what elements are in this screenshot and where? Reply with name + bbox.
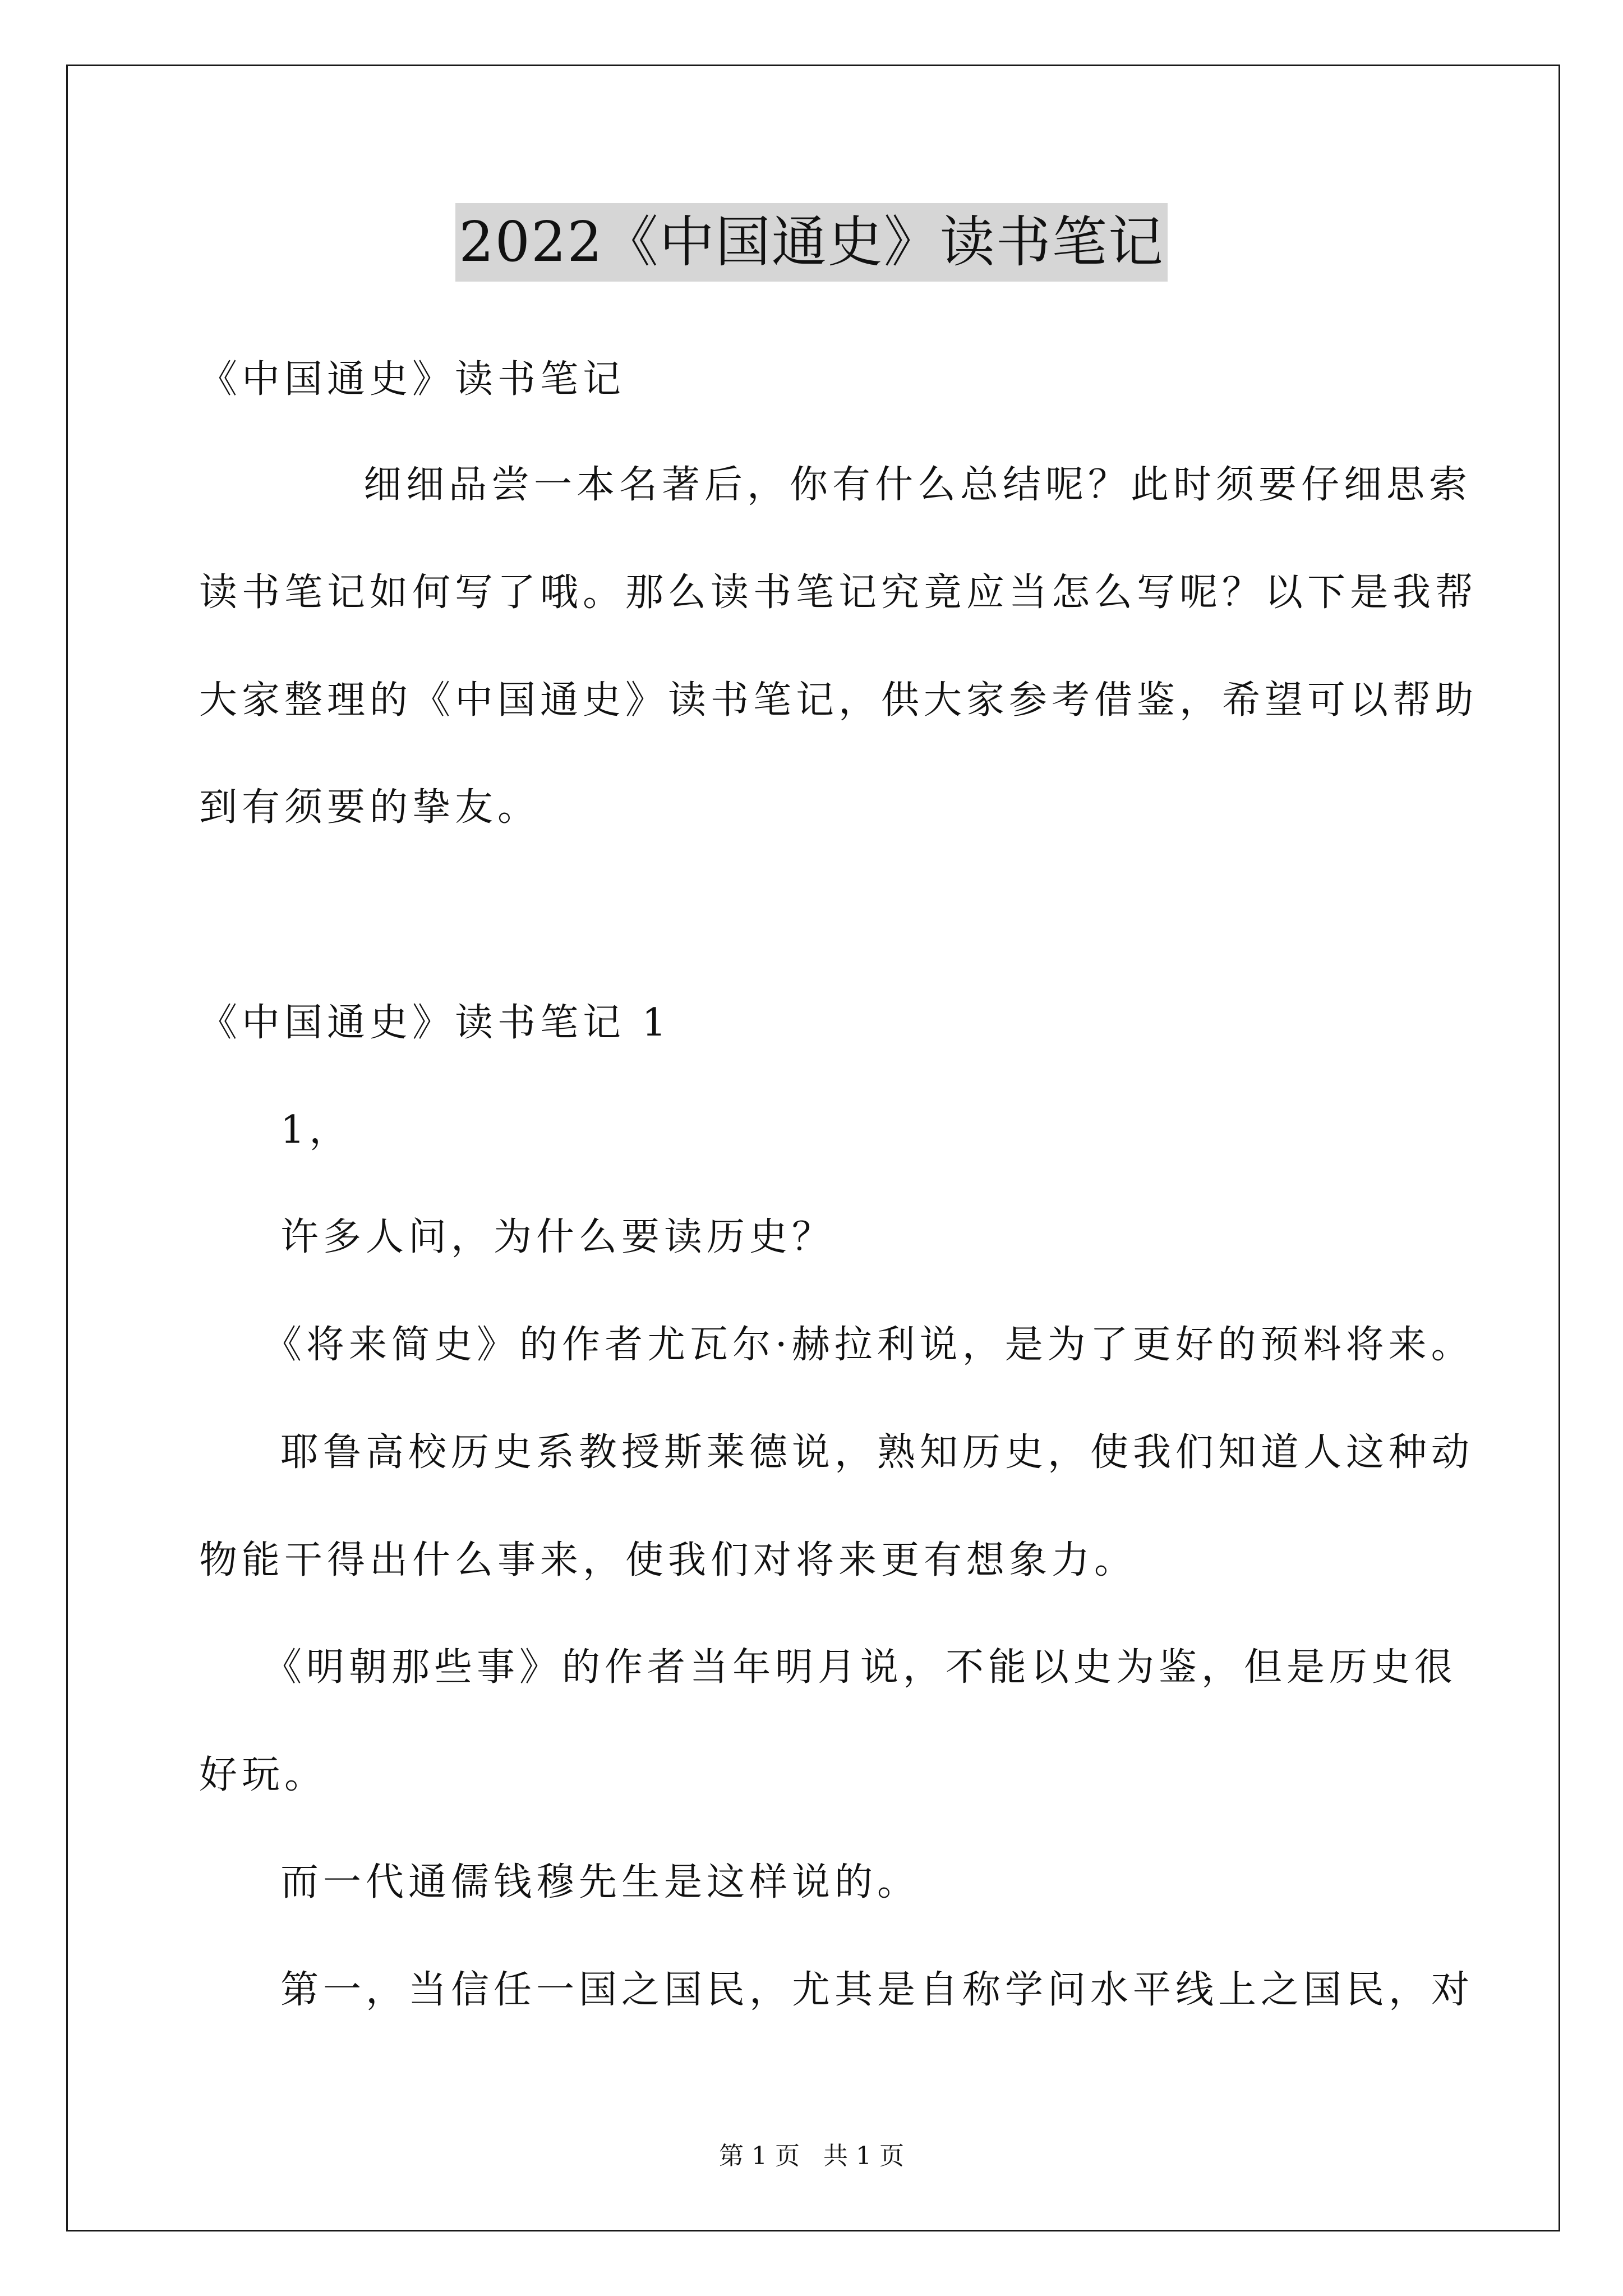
intro-line: 大家整理的《中国通史》读书笔记，供大家参考借鉴，希望可以帮助 [199, 678, 1478, 723]
body-line: 物能干得出什么事来，使我们对将来更有想象力。 [199, 1538, 1137, 1582]
body-line: 许多人问，为什么要读历史？ [280, 1215, 835, 1259]
section-heading: 《中国通史》读书笔记 1 [199, 1001, 671, 1045]
intro-line: 细细品尝一本名著后，你有什么总结呢？此时须要仔细思索 [363, 463, 1472, 507]
body-line: 《明朝那些事》的作者当年明月说，不能以史为鉴，但是历史很 [264, 1645, 1458, 1690]
page-footer: 第 1 页 共 1 页 [719, 2142, 904, 2170]
body-line: 1， [280, 1108, 352, 1152]
body-line: 第一，当信任一国之国民，尤其是自称学问水平线上之国民，对 [280, 1968, 1474, 2012]
title-container [0, 203, 1623, 282]
document-title: 2022《中国通史》读书笔记 [455, 203, 1167, 282]
intro-line: 到有须要的挚友。 [199, 785, 541, 830]
body-line: 《将来简史》的作者尤瓦尔·赫拉利说，是为了更好的预料将来。 [264, 1323, 1474, 1367]
body-line: 好玩。 [199, 1753, 328, 1797]
body-line: 耶鲁高校历史系教授斯莱德说，熟知历史，使我们知道人这种动 [280, 1430, 1474, 1475]
body-line: 而一代通儒钱穆先生是这样说的。 [280, 1860, 920, 1904]
intro-line: 读书笔记如何写了哦。那么读书笔记究竟应当怎么写呢？以下是我帮 [199, 570, 1478, 615]
document-subtitle: 《中国通史》读书笔记 [199, 357, 626, 402]
